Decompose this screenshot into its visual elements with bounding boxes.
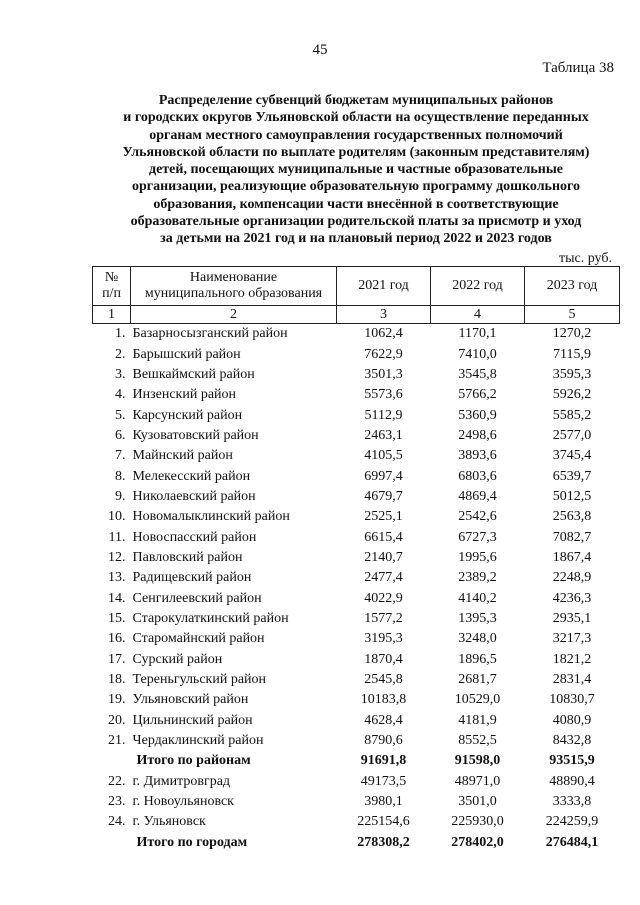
table-row <box>93 588 620 608</box>
value-2021: 10183,8 <box>360 692 407 708</box>
title-line: органам местного самоуправления государственных полномочий <box>149 127 563 143</box>
row-number: 11. <box>108 529 126 545</box>
row-number: 19. <box>108 692 126 708</box>
header-number-line2: п/п <box>102 286 121 301</box>
value-2022: 1170,1 <box>458 326 497 342</box>
value-2023: 7082,7 <box>552 529 592 545</box>
value-2022: 1995,6 <box>458 549 497 565</box>
total-row <box>93 751 620 771</box>
column-number: 2 <box>131 306 337 324</box>
row-number: 12. <box>108 549 126 565</box>
municipality-name: Новоспасский район <box>132 529 257 545</box>
value-2021: 4105,5 <box>364 448 403 464</box>
value-2022: 5360,9 <box>458 407 497 423</box>
title-line: организации, реализующие образовательную программу дошкольного <box>131 179 581 195</box>
header-2022: 2022 год <box>431 267 525 306</box>
value-2021: 4022,9 <box>364 590 403 606</box>
header-2023: 2023 год <box>525 267 620 306</box>
value-2022: 7410,0 <box>458 346 497 362</box>
table-row <box>93 548 620 568</box>
column-number: 4 <box>431 306 525 324</box>
value-2021: 2545,8 <box>364 672 403 688</box>
value-2023: 3595,3 <box>552 366 592 382</box>
value-2021: 4628,4 <box>364 712 403 728</box>
title-line: образовательные организации родительской платы за присмотр и уход <box>130 214 582 230</box>
municipality-name: Ульяновский район <box>132 692 249 708</box>
municipality-name: г. Новоульяновск <box>132 794 234 810</box>
header-number-line1: № <box>104 270 119 285</box>
table-row <box>93 690 620 710</box>
value-2022: 91598,0 <box>454 753 501 769</box>
table-label: Таблица 38 <box>542 60 614 76</box>
row-number: 4. <box>115 387 126 403</box>
value-2023: 48890,4 <box>549 773 595 789</box>
table-row <box>93 629 620 649</box>
municipality-name: Инзенский район <box>132 387 237 403</box>
row-number: 7. <box>115 448 126 464</box>
municipality-name: Итого по районам <box>136 753 251 769</box>
value-2021: 7622,9 <box>364 346 403 362</box>
table-row <box>93 609 620 629</box>
value-2023: 93515,9 <box>549 753 595 769</box>
value-2023: 4080,9 <box>552 712 592 728</box>
value-2022: 2498,6 <box>458 427 497 443</box>
value-2021: 278308,2 <box>357 834 410 850</box>
value-2021: 6997,4 <box>364 468 403 484</box>
table-row <box>93 426 620 446</box>
row-number: 6. <box>115 427 126 443</box>
table-row <box>93 792 620 812</box>
row-number: 9. <box>115 488 126 504</box>
municipality-name: Кузоватовский район <box>132 427 259 443</box>
table-body <box>93 324 620 853</box>
value-2021: 4679,7 <box>364 488 403 504</box>
value-2021: 2477,4 <box>364 570 403 586</box>
value-2022: 4181,9 <box>458 712 497 728</box>
municipality-name: Итого по городам <box>136 834 248 850</box>
value-2022: 3501,0 <box>458 794 497 810</box>
value-2023: 8432,8 <box>552 733 592 749</box>
row-number: 2. <box>115 346 126 362</box>
column-number: 3 <box>337 306 431 324</box>
title-line: Распределение субвенций бюджетам муниципальных районов <box>158 93 554 108</box>
row-number: 21. <box>108 733 126 749</box>
row-number: 20. <box>108 712 126 728</box>
municipality-name: Николаевский район <box>132 488 256 504</box>
value-2023: 5926,2 <box>552 387 592 403</box>
row-number <box>93 751 131 771</box>
value-2021: 3501,3 <box>364 366 403 382</box>
row-number: 10. <box>108 509 126 525</box>
value-2021: 2525,1 <box>364 509 403 525</box>
title-line: за детьми на 2021 год и на плановый период 2022 и 2023 годов <box>160 231 552 247</box>
value-2023: 2248,9 <box>552 570 592 586</box>
municipality-name: Цильнинский район <box>132 712 253 728</box>
column-number: 5 <box>525 306 620 324</box>
value-2021: 91691,8 <box>360 753 407 769</box>
table-row <box>93 527 620 547</box>
row-number: 16. <box>108 631 126 647</box>
value-2023: 3217,3 <box>552 631 592 647</box>
table-row <box>93 650 620 670</box>
value-2023: 2935,1 <box>552 610 592 626</box>
value-2022: 1395,3 <box>458 610 497 626</box>
municipality-name: Сурский район <box>132 651 223 667</box>
column-number: 1 <box>93 306 131 324</box>
title-line: и городских округов Ульяновской области на осуществление переданных <box>123 110 589 126</box>
table-row <box>93 711 620 731</box>
value-2022: 48971,0 <box>454 773 501 789</box>
table-row <box>93 446 620 466</box>
table-row <box>93 365 620 385</box>
municipality-name: Базарносызганский район <box>132 326 288 342</box>
table-header-row <box>93 267 620 306</box>
value-2023: 3333,8 <box>552 794 592 810</box>
header-2021: 2021 год <box>337 267 431 306</box>
row-number: 22. <box>108 773 126 789</box>
table-row <box>93 670 620 690</box>
value-2022: 4140,2 <box>458 590 497 606</box>
municipality-name: Радищевский район <box>132 570 252 586</box>
value-2021: 2463,1 <box>364 427 403 443</box>
table-row <box>93 385 620 405</box>
value-2023: 4236,3 <box>552 590 592 606</box>
value-2023: 1270,2 <box>552 326 592 342</box>
row-number: 8. <box>115 468 126 484</box>
table-row <box>93 324 620 345</box>
municipality-name: Старомайнский район <box>132 631 265 647</box>
value-2021: 6615,4 <box>364 529 403 545</box>
value-2022: 5766,2 <box>458 387 497 403</box>
value-2021: 49173,5 <box>360 773 407 789</box>
value-2023: 3745,4 <box>552 448 592 464</box>
value-2023: 2577,0 <box>552 427 592 443</box>
value-2021: 5573,6 <box>364 387 403 403</box>
header-name-line1: Наименование <box>189 270 278 285</box>
municipality-name: Карсунский район <box>132 407 243 423</box>
title-line: образования, компенсации части внесённой в соответствующие <box>153 196 559 212</box>
value-2022: 2389,2 <box>458 570 497 586</box>
row-number: 24. <box>108 814 126 830</box>
municipality-name: Сенгилеевский район <box>132 590 262 606</box>
value-2022: 1896,5 <box>458 651 497 667</box>
municipality-name: Барышский район <box>132 346 241 362</box>
table-row <box>93 487 620 507</box>
column-number-row <box>93 306 620 324</box>
value-2022: 2681,7 <box>458 672 497 688</box>
municipality-name: Новомалыклинский район <box>132 509 290 525</box>
value-2023: 5585,2 <box>552 407 592 423</box>
row-number: 17. <box>108 651 126 667</box>
value-2022: 8552,5 <box>458 733 497 749</box>
value-2022: 3893,6 <box>458 448 497 464</box>
row-number: 18. <box>108 672 126 688</box>
value-2021: 1062,4 <box>364 326 403 342</box>
subsidy-table <box>92 266 620 853</box>
row-number: 3. <box>115 366 126 382</box>
row-number: 13. <box>108 570 126 586</box>
municipality-name: Чердаклинский район <box>132 733 264 749</box>
table-row <box>93 507 620 527</box>
municipality-name: Тереньгульский район <box>132 672 267 688</box>
row-number: 14. <box>108 590 126 606</box>
header-number <box>93 267 131 306</box>
table-row <box>93 568 620 588</box>
header-name <box>131 267 337 306</box>
row-number: 1. <box>115 326 126 342</box>
value-2023: 2831,4 <box>552 672 592 688</box>
table-row <box>93 344 620 364</box>
value-2023: 276484,1 <box>545 834 599 850</box>
municipality-name: г. Димитровград <box>132 773 231 789</box>
table-row <box>93 466 620 486</box>
value-2022: 10529,0 <box>454 692 501 708</box>
municipality-name: Вешкаймский район <box>132 366 255 382</box>
row-number: 23. <box>108 794 126 810</box>
row-number <box>93 833 131 853</box>
value-2021: 3195,3 <box>364 631 403 647</box>
value-2021: 225154,6 <box>357 814 410 830</box>
title-line: Ульяновской области по выплате родителям (законным представителям) <box>122 144 590 160</box>
value-2022: 4869,4 <box>458 488 497 504</box>
document-title <box>96 92 616 248</box>
value-2023: 1867,4 <box>552 549 592 565</box>
table-row <box>93 812 620 832</box>
table-row <box>93 405 620 425</box>
value-2022: 2542,6 <box>458 509 497 525</box>
municipality-name: Майнский район <box>132 448 233 464</box>
row-number: 5. <box>115 407 126 423</box>
value-2023: 6539,7 <box>552 468 592 484</box>
value-2023: 2563,8 <box>552 509 592 525</box>
page-number: 45 <box>312 42 328 58</box>
municipality-name: Старокулаткинский район <box>132 610 289 626</box>
units-label: тыс. руб. <box>559 251 612 266</box>
title-line: детей, посещающих муниципальные и частные образовательные <box>149 162 563 178</box>
value-2021: 3980,1 <box>364 794 403 810</box>
municipality-name: г. Ульяновск <box>132 814 206 830</box>
value-2023: 5012,5 <box>552 488 592 504</box>
value-2022: 6803,6 <box>458 468 497 484</box>
table-row <box>93 772 620 792</box>
value-2022: 3248,0 <box>458 631 497 647</box>
value-2023: 10830,7 <box>549 692 595 708</box>
value-2022: 278402,0 <box>451 834 504 850</box>
value-2023: 224259,9 <box>545 814 599 830</box>
value-2023: 7115,9 <box>553 346 591 362</box>
value-2022: 6727,3 <box>458 529 497 545</box>
value-2021: 8790,6 <box>364 733 403 749</box>
municipality-name: Павловский район <box>132 549 243 565</box>
row-number: 15. <box>108 610 126 626</box>
value-2021: 1577,2 <box>364 610 403 626</box>
value-2021: 2140,7 <box>364 549 403 565</box>
value-2021: 5112,9 <box>364 407 403 423</box>
table-row <box>93 731 620 751</box>
value-2023: 1821,2 <box>552 651 592 667</box>
total-row <box>93 833 620 853</box>
header-name-line2: муниципального образования <box>144 286 323 301</box>
value-2022: 3545,8 <box>458 366 497 382</box>
value-2021: 1870,4 <box>364 651 403 667</box>
value-2022: 225930,0 <box>451 814 504 830</box>
municipality-name: Мелекесский район <box>132 468 251 484</box>
